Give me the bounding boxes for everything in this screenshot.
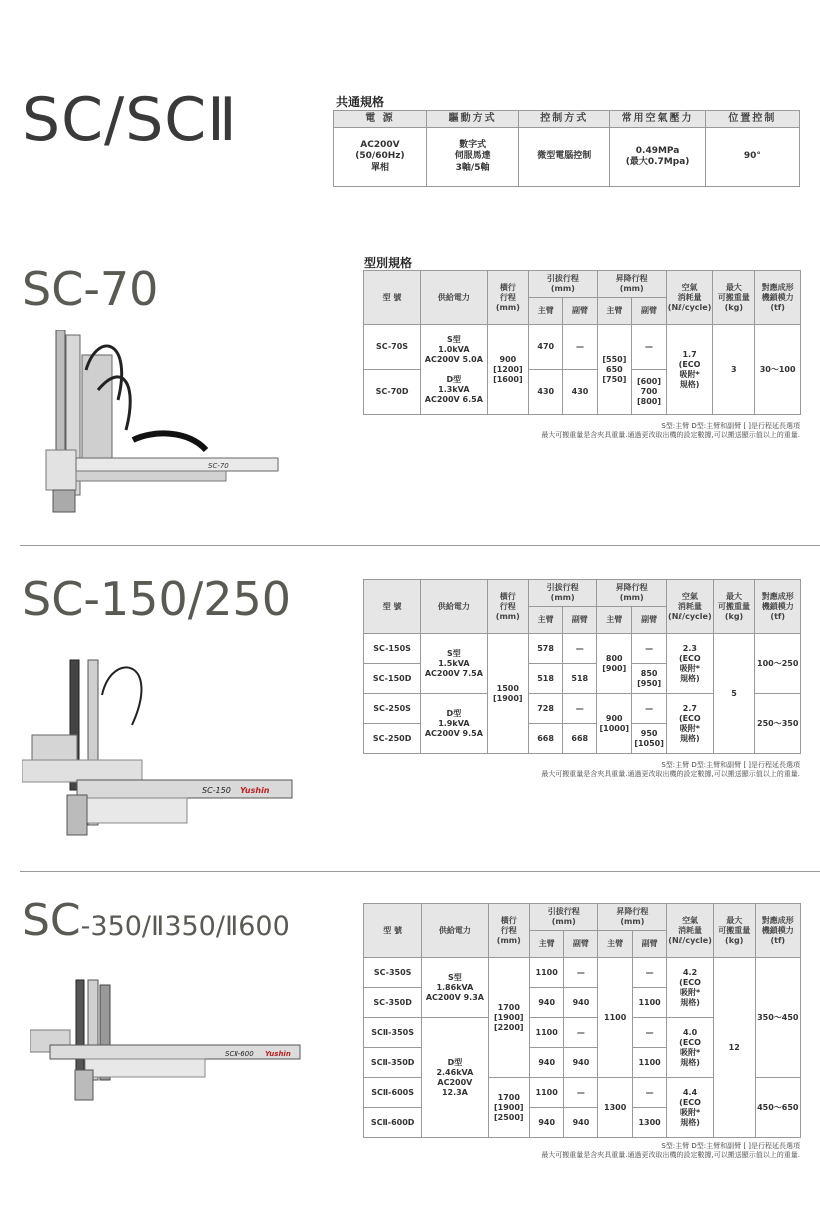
- cell-power: S型 1.0kVA AC200V 5.0A D型 1.3kVA AC200V 6.5A: [421, 325, 488, 415]
- cell-air: 2.3 (ECO 吸附* 規格): [667, 634, 714, 694]
- cell-lift-sub: 1300: [632, 1108, 666, 1138]
- th-lift-main: 主臂: [597, 298, 632, 325]
- th-pull-main: 主臂: [529, 298, 563, 325]
- table-row: SCⅡ-350D: [364, 1048, 422, 1078]
- cell-air: 4.4 (ECO 吸附* 規格): [667, 1078, 714, 1138]
- cell-lift-sub: 850 [950]: [632, 664, 667, 694]
- cell-pull-main: 430: [529, 370, 563, 415]
- header-drive: 驅動方式: [426, 111, 518, 128]
- cell-traverse: 1700 [1900] [2200]: [488, 958, 529, 1078]
- cell-clamp: 250～350: [755, 694, 801, 754]
- th-lift: 昇降行程 (mm): [598, 904, 667, 931]
- value-power-source: AC200V (50/60Hz) 單相: [334, 128, 427, 187]
- cell-lift-sub: —: [632, 1018, 666, 1048]
- table-row: SCⅡ-600S: [364, 1078, 422, 1108]
- common-spec-label: 共通規格: [336, 95, 385, 109]
- value-position: 90°: [705, 128, 799, 187]
- sc70-robot-label: SC-70: [208, 462, 229, 470]
- cell-lift-main: 900 [1000]: [597, 694, 632, 754]
- th-lift-main: 主臂: [597, 607, 632, 634]
- cell-pull-sub: 430: [563, 370, 597, 415]
- th-traverse: 橫行 行程 (mm): [488, 904, 529, 958]
- cell-pull-main: 1100: [529, 1018, 563, 1048]
- sc70-note: S型:主臂 D型:主臂和副臂 [ ]是行程延長選項 最大可搬重量是含夾具重量.通過更改取出機的設定數據,可以搬送顯示值以上的重量.: [541, 422, 800, 440]
- th-model: 型 號: [364, 904, 422, 958]
- divider: [20, 545, 820, 546]
- cell-pull-main: 518: [529, 664, 563, 694]
- cell-pull-sub: 940: [564, 1108, 598, 1138]
- cell-power: S型 1.86kVA AC200V 9.3A: [422, 958, 488, 1018]
- cell-lift-sub: 950 [1050]: [632, 724, 667, 754]
- th-clamp: 對應成形 機鎖模力 (tf): [755, 271, 801, 325]
- value-control: 微型電腦控制: [519, 128, 610, 187]
- table-row: SC-250S: [364, 694, 421, 724]
- th-lift-sub: 副臂: [632, 607, 667, 634]
- th-power: 供給電力: [421, 580, 487, 634]
- model-spec-label: 型別規格: [364, 256, 413, 270]
- cell-pull-sub: 668: [563, 724, 597, 754]
- th-air: 空氣 消耗量 (Nℓ/cycle): [667, 580, 714, 634]
- cell-power: D型 2.46kVA AC200V 12.3A: [422, 1018, 488, 1138]
- th-payload: 最大 可搬重量 (kg): [713, 904, 755, 958]
- th-pull-sub: 副臂: [563, 298, 597, 325]
- th-pull-sub: 副臂: [564, 931, 598, 958]
- th-pull-main: 主臂: [529, 607, 563, 634]
- sc150-note: S型:主臂 D型:主臂和副臂 [ ]是行程延長選項 最大可搬重量是含夾具重量.通過更改取出機的設定數據,可以搬送顯示值以上的重量.: [541, 761, 800, 779]
- th-model: 型 號: [364, 271, 421, 325]
- sc150-robot-label: SC-150: [202, 786, 231, 795]
- sc350-note: S型:主臂 D型:主臂和副臂 [ ]是行程延長選項 最大可搬重量是含夾具重量.通過更改取出機的設定數據,可以搬送顯示值以上的重量.: [541, 1142, 800, 1160]
- cell-clamp: 30～100: [755, 325, 801, 415]
- cell-pull-sub: 518: [563, 664, 597, 694]
- sc350-title: [22, 895, 290, 946]
- cell-pull-main: 940: [529, 1108, 563, 1138]
- header-position: 位置控制: [705, 111, 799, 128]
- cell-lift-sub: —: [632, 958, 666, 988]
- cell-lift-sub: —: [632, 1078, 666, 1108]
- cell-payload: 3: [713, 325, 755, 415]
- table-row: SC-70S: [364, 325, 421, 370]
- cell-air: 4.2 (ECO 吸附* 規格): [667, 958, 714, 1018]
- table-row: SCⅡ-350S: [364, 1018, 422, 1048]
- sc350-spec-table: [363, 903, 801, 1138]
- th-lift-main: 主臂: [598, 931, 632, 958]
- header-power-source: 電 源: [334, 111, 427, 128]
- th-power: 供給電力: [422, 904, 488, 958]
- value-air-pressure: 0.49MPa (最大0.7Mpa): [610, 128, 705, 187]
- th-pull: 引拔行程 (mm): [529, 904, 597, 931]
- th-lift: 昇降行程 (mm): [597, 580, 667, 607]
- table-row: SC-150D: [364, 664, 421, 694]
- sc350-robot-label: SCⅡ-600: [225, 1050, 254, 1058]
- cell-pull-main: 668: [529, 724, 563, 754]
- sc150-spec-table: [363, 579, 801, 754]
- cell-clamp: 350～450: [755, 958, 800, 1078]
- cell-pull-sub: —: [563, 325, 597, 370]
- common-spec-table: [333, 110, 800, 187]
- th-clamp: 對應成形 機鎖模力 (tf): [755, 904, 800, 958]
- table-row: SC-350S: [364, 958, 422, 988]
- cell-pull-main: 1100: [529, 958, 563, 988]
- cell-power: D型 1.9kVA AC200V 9.5A: [421, 694, 487, 754]
- cell-lift-main: [550] 650 [750]: [597, 325, 632, 415]
- sc150-robot-image: [22, 655, 294, 840]
- th-pull: 引拔行程 (mm): [529, 271, 597, 298]
- th-air: 空氣 消耗量 (Nℓ/cycle): [666, 271, 713, 325]
- cell-payload: 12: [713, 958, 755, 1138]
- cell-clamp: 100～250: [755, 634, 801, 694]
- sc70-spec-table: [363, 270, 801, 415]
- cell-lift-sub: [600] 700 [800]: [632, 370, 667, 415]
- cell-lift-sub: —: [632, 634, 667, 664]
- cell-pull-sub: 940: [564, 988, 598, 1018]
- cell-pull-main: 728: [529, 694, 563, 724]
- th-air: 空氣 消耗量 (Nℓ/cycle): [667, 904, 714, 958]
- cell-pull-sub: —: [564, 1078, 598, 1108]
- cell-lift-sub: —: [632, 694, 667, 724]
- th-payload: 最大 可搬重量 (kg): [713, 271, 755, 325]
- sc150-robot-brand: Yushin: [240, 786, 270, 795]
- cell-pull-main: 940: [529, 1048, 563, 1078]
- cell-pull-main: 1100: [529, 1078, 563, 1108]
- table-row: SC-350D: [364, 988, 422, 1018]
- th-pull-sub: 副臂: [563, 607, 597, 634]
- cell-pull-sub: —: [563, 694, 597, 724]
- th-clamp: 對應成形 機鎖模力 (tf): [755, 580, 801, 634]
- header-control: 控制方式: [519, 111, 610, 128]
- th-lift: 昇降行程 (mm): [597, 271, 666, 298]
- table-row: SC-70D: [364, 370, 421, 415]
- cell-air: 1.7 (ECO 吸附* 規格): [666, 325, 713, 415]
- cell-clamp: 450～650: [755, 1078, 800, 1138]
- value-drive: 數字式 伺服馬達 3軸/5軸: [426, 128, 518, 187]
- th-traverse: 橫行 行程 (mm): [487, 271, 529, 325]
- cell-lift-main: 1100: [598, 958, 632, 1078]
- cell-traverse: 1500 [1900]: [487, 634, 528, 754]
- cell-air: 4.0 (ECO 吸附* 規格): [667, 1018, 714, 1078]
- sc350-robot-brand: Yushin: [265, 1050, 291, 1058]
- main-title: SC/SCⅡ: [22, 85, 238, 155]
- table-row: SC-250D: [364, 724, 421, 754]
- cell-lift-sub: 1100: [632, 988, 666, 1018]
- cell-pull-main: 470: [529, 325, 563, 370]
- th-pull: 引拔行程 (mm): [529, 580, 597, 607]
- cell-pull-sub: —: [564, 1018, 598, 1048]
- th-power: 供給電力: [421, 271, 488, 325]
- th-lift-sub: 副臂: [632, 931, 666, 958]
- cell-traverse: 900 [1200] [1600]: [487, 325, 529, 415]
- cell-power: S型 1.5kVA AC200V 7.5A: [421, 634, 487, 694]
- th-traverse: 橫行 行程 (mm): [487, 580, 528, 634]
- th-lift-sub: 副臂: [632, 298, 667, 325]
- sc70-robot-image: [38, 330, 280, 515]
- table-row: SCⅡ-600D: [364, 1108, 422, 1138]
- cell-lift-sub: —: [632, 325, 667, 370]
- th-payload: 最大 可搬重量 (kg): [713, 580, 755, 634]
- cell-pull-main: 940: [529, 988, 563, 1018]
- sc70-title: SC-70: [22, 262, 159, 316]
- header-air-pressure: 常用空氣壓力: [610, 111, 705, 128]
- sc350-title-prefix: SC: [22, 895, 81, 946]
- cell-air: 2.7 (ECO 吸附* 規格): [667, 694, 714, 754]
- cell-traverse: 1700 [1900] [2500]: [488, 1078, 529, 1138]
- cell-payload: 5: [713, 634, 755, 754]
- th-pull-main: 主臂: [529, 931, 563, 958]
- sc350-robot-image: [30, 975, 302, 1105]
- cell-pull-sub: —: [563, 634, 597, 664]
- divider: [20, 871, 820, 872]
- th-model: 型 號: [364, 580, 421, 634]
- cell-lift-sub: 1100: [632, 1048, 666, 1078]
- sc150-title: SC-150/250: [22, 572, 292, 626]
- cell-pull-main: 578: [529, 634, 563, 664]
- cell-lift-main: 800 [900]: [597, 634, 632, 694]
- cell-pull-sub: —: [564, 958, 598, 988]
- cell-pull-sub: 940: [564, 1048, 598, 1078]
- cell-lift-main: 1300: [598, 1078, 632, 1138]
- sc350-title-suffix: -350/Ⅱ350/Ⅱ600: [80, 911, 290, 942]
- table-row: SC-150S: [364, 634, 421, 664]
